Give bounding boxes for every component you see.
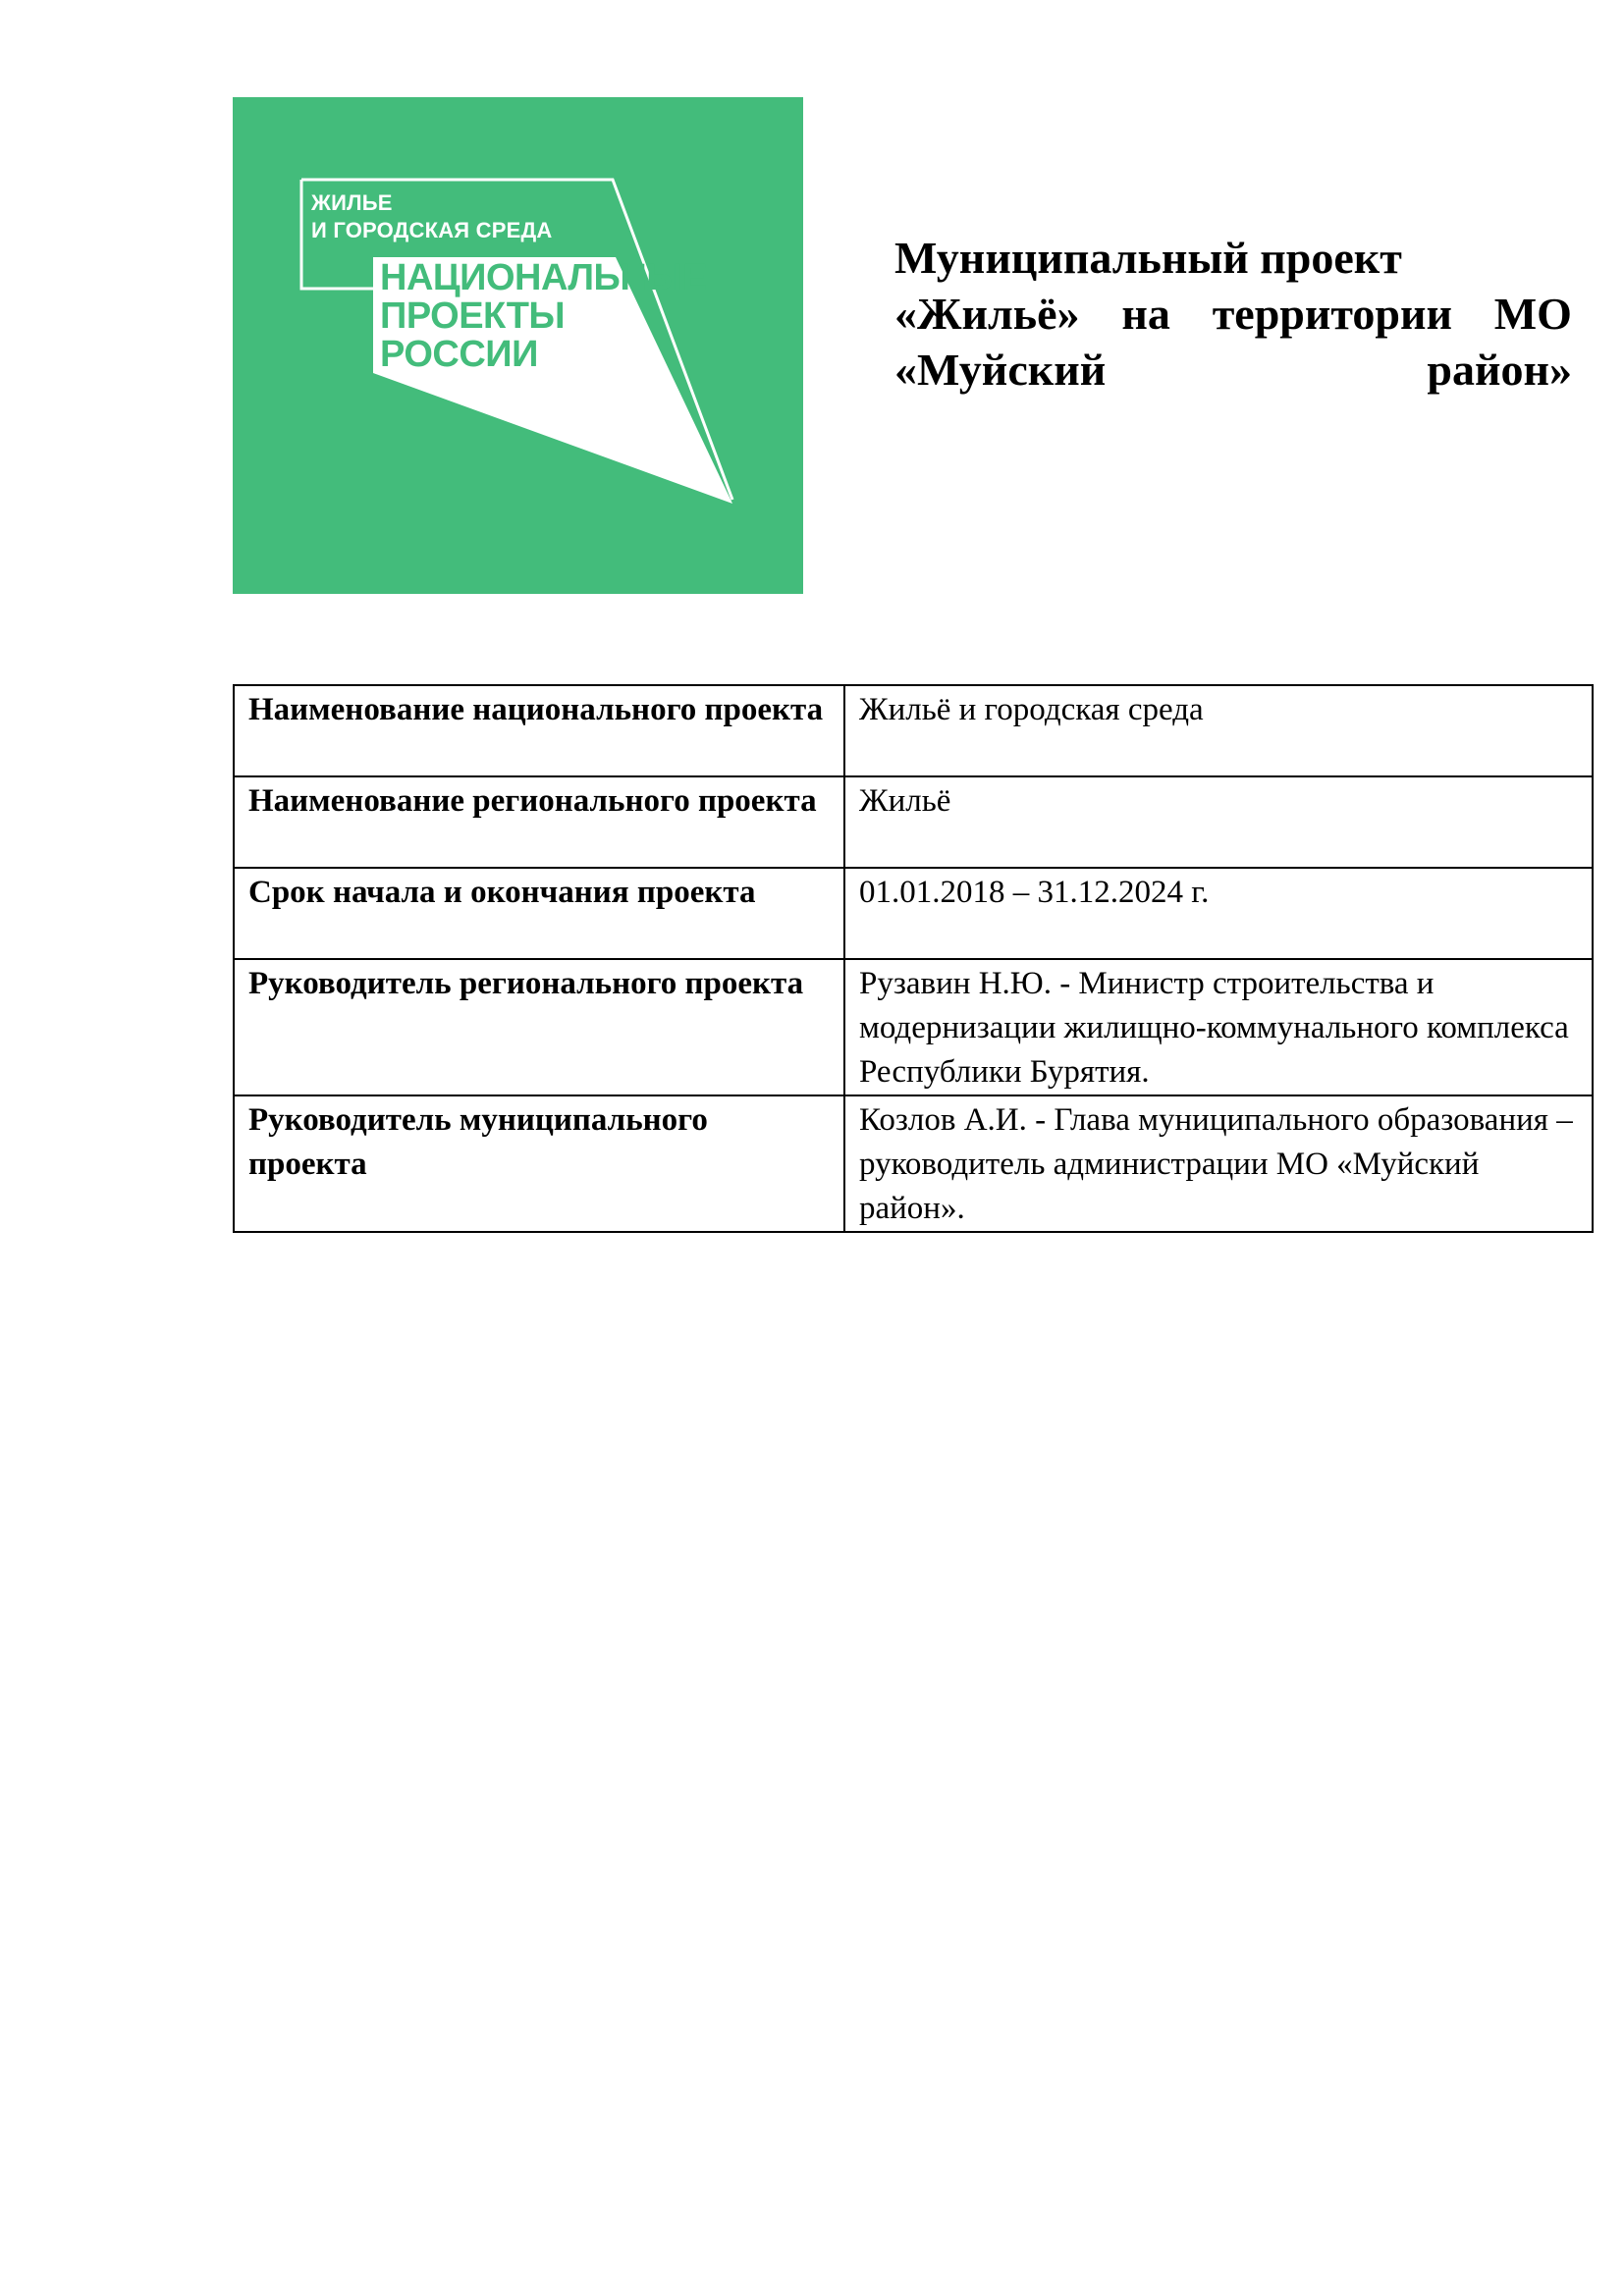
logo-text-line5: РОССИИ — [380, 334, 538, 375]
row-label: Наименование национального проекта — [234, 685, 844, 776]
table-row — [234, 1095, 1593, 1232]
row-label: Срок начала и окончания проекта — [234, 868, 844, 959]
row-value: Козлов А.И. - Глава муниципального образования – руководитель администрации МО «Муйский район». — [844, 1095, 1593, 1232]
logo-text-line3: НАЦИОНАЛЬНЫЕ — [380, 257, 707, 298]
project-info-table — [233, 684, 1594, 1233]
title-word: территории — [1212, 289, 1452, 339]
logo-text-line4: ПРОЕКТЫ — [380, 295, 566, 337]
title-line-3 — [894, 342, 1572, 398]
title-word: район» — [1427, 345, 1572, 395]
row-value: Жильё и городская среда — [844, 685, 1593, 776]
table-row — [234, 685, 1593, 776]
row-value: 01.01.2018 – 31.12.2024 г. — [844, 868, 1593, 959]
title-line-2 — [894, 286, 1572, 342]
row-label: Руководитель регионального проекта — [234, 959, 844, 1095]
row-label: Наименование регионального проекта — [234, 776, 844, 868]
title-word: «Муйский — [894, 345, 1107, 395]
table-row — [234, 868, 1593, 959]
title-line-1: Муниципальный проект — [894, 233, 1402, 283]
row-value: Жильё — [844, 776, 1593, 868]
logo-text-line1: ЖИЛЬЕ — [311, 190, 393, 215]
row-label: Руководитель муниципального проекта — [234, 1095, 844, 1232]
title-word: МО — [1493, 289, 1572, 339]
row-value: Рузавин Н.Ю. - Министр строительства и модернизации жилищно-коммунального комплекса Республики Бурятия. — [844, 959, 1593, 1095]
national-projects-logo — [233, 97, 803, 594]
logo-text-line2: И ГОРОДСКАЯ СРЕДА — [311, 218, 553, 242]
table-row — [234, 959, 1593, 1095]
document-title — [894, 230, 1572, 398]
table-row — [234, 776, 1593, 868]
title-word: на — [1121, 289, 1170, 339]
title-word: «Жильё» — [894, 289, 1080, 339]
